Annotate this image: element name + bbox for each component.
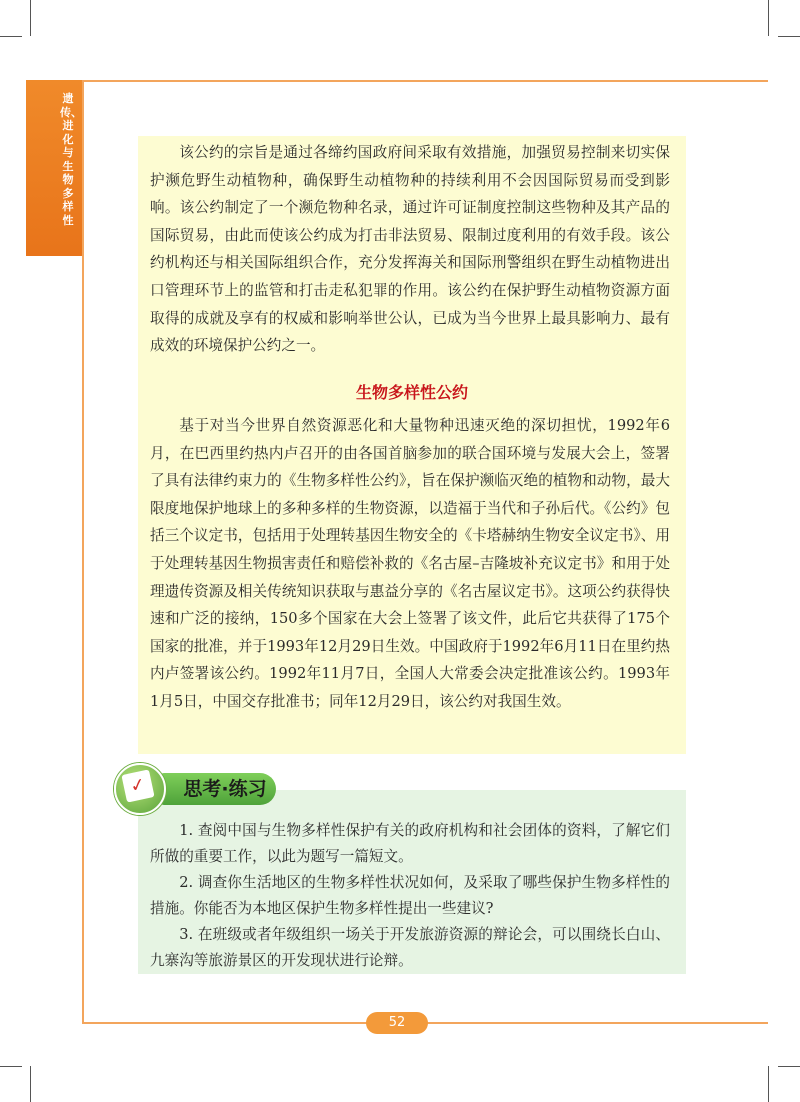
practice-question: 1. 查阅中国与生物多样性保护有关的政府机构和社会团体的资料，了解它们所做的重要工作，以此为题写一篇短文。: [150, 822, 670, 865]
practice-question: 2. 调查你生活地区的生物多样性状况如何，及采取了哪些保护生物多样性的措施。你能否为本地区保护生物多样性提出一些建议?: [150, 874, 670, 917]
chapter-label: 遗传、进化与生物多样性: [60, 92, 82, 227]
practice-question: 3. 在班级或者年级组织一场关于开发旅游资源的辩论会，可以围绕长白山、九寨沟等旅游景区的开发现状进行论辩。: [150, 926, 670, 969]
frame-bottom-line: [82, 1022, 386, 1024]
section-title: 生物多样性公约: [355, 383, 468, 402]
frame-top-line: [82, 80, 768, 82]
crop-mark: [0, 1066, 22, 1067]
crop-mark: [30, 0, 31, 36]
crop-mark: [778, 1066, 800, 1067]
practice-label-text: 思考·练习: [183, 778, 267, 800]
frame-left-line: [82, 80, 84, 1024]
reading-paragraph: 基于对当今世界自然资源恶化和大量物种迅速灭绝的深切担忧，1992年6月，在巴西里约热内卢召开的由各国首脑参加的联合国环境与发展大会上，签署了具有法律约束力的《生物多样性公约》，旨在保护濒临灭绝的植物和动物，最大限度地保护地球上的多种多样的生物资源，以造福于当代和子孙后代。《公约》包括三个议定书，包括用于处理转基因生物安全的《卡塔赫纳生物安全议定书》、用于处理转基因生物损害责任和赔偿补救的《名古屋–吉隆坡补充议定书》和用于处理遗传资源及相关传统知识获取与惠益分享的《名古屋议定书》。这项公约获得快速和广泛的接纳，150多个国家在大会上签署了该文件，此后它共获得了175个国家的批准，并于1993年12月29日生效。中国政府于1992年6月11日在里约热内卢签署该公约。1992年11月7日，全国人大常委会决定批准该公约。1993年1月5日，中国交存批准书；同年12月29日，该公约对我国生效。: [150, 417, 670, 710]
clipboard-check-icon: ✓: [121, 769, 154, 802]
page-number: 52: [366, 1012, 428, 1034]
frame-bottom-line: [424, 1022, 768, 1024]
reading-paragraph: 该公约的宗旨是通过各缔约国政府间采取有效措施，加强贸易控制来切实保护濒危野生动植物种，确保野生动植物种的持续利用不会因国际贸易而受到影响。该公约制定了一个濒危物种名录，通过许可证制度控制这些物种及其产品的国际贸易，由此而使该公约成为打击非法贸易、限制过度利用的有效手段。该公约机构还与相关国际组织合作，充分发挥海关和国际刑警组织在野生动植物进出口管理环节上的监管和打击走私犯罪的作用。该公约在保护野生动植物资源方面取得的成就及享有的权威和影响举世公认，已成为当今世界上最具影响力、最有成效的环境保护公约之一。: [150, 144, 670, 355]
crop-mark: [0, 36, 22, 37]
practice-label: [160, 773, 276, 805]
crop-mark: [768, 1066, 769, 1102]
crop-mark: [768, 0, 769, 36]
crop-mark: [778, 36, 800, 37]
crop-mark: [30, 1066, 31, 1102]
